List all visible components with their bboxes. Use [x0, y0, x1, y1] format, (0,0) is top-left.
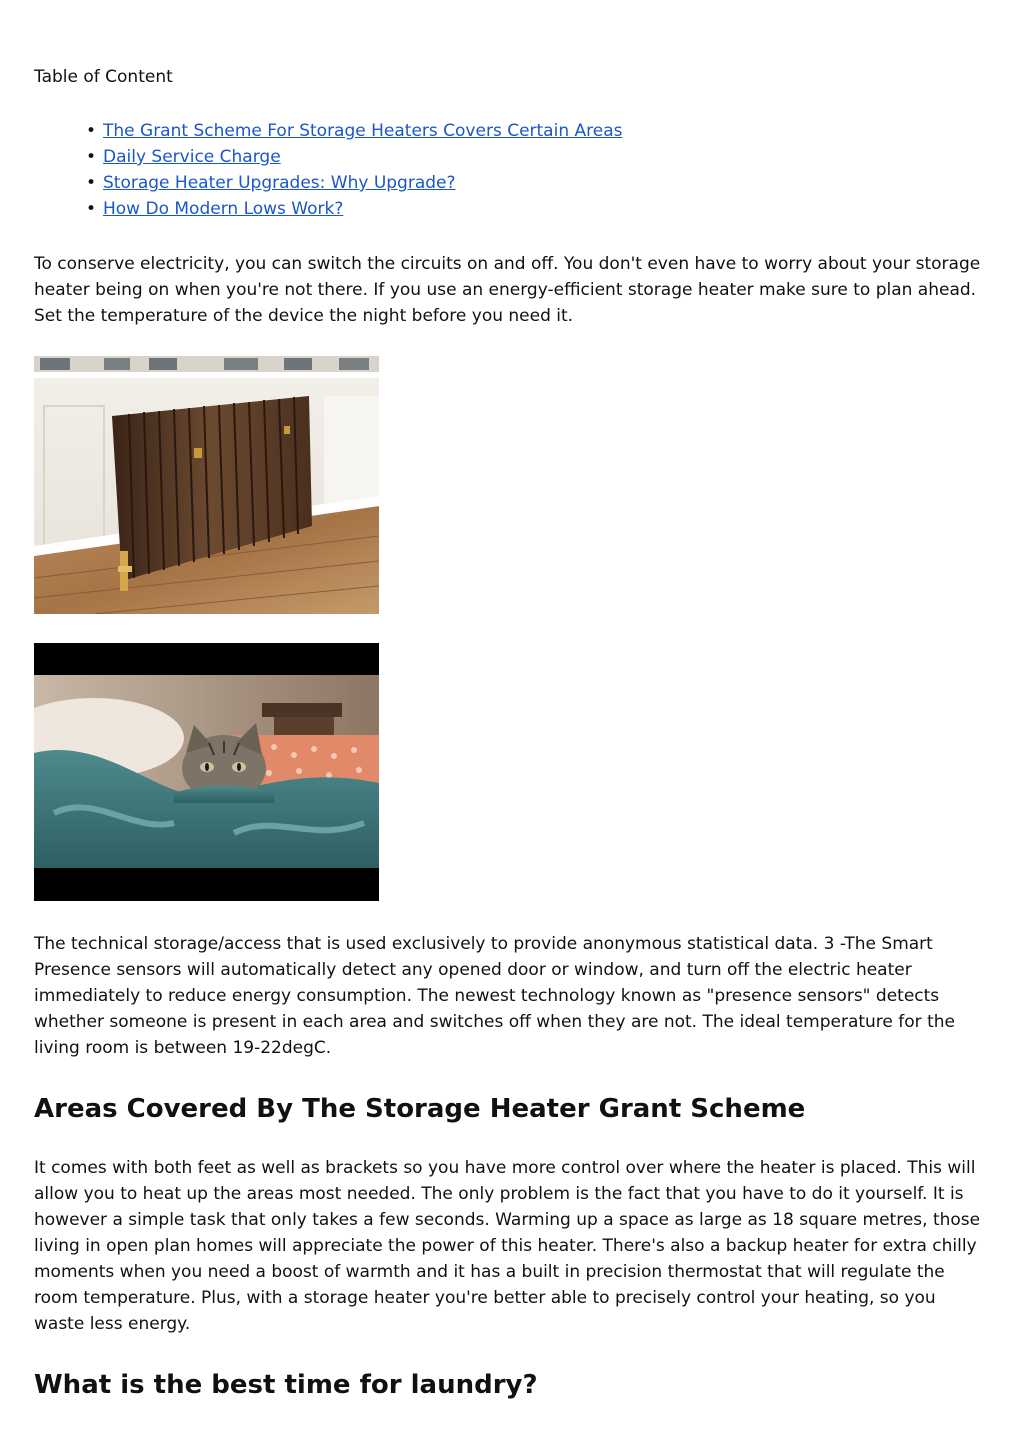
- laundry-heading: What is the best time for laundry?: [34, 1370, 538, 1400]
- areas-paragraph: It comes with both feet as well as brackets so you have more control over where the heater is placed. This will allow you to heat up the areas most needed. The only problem is the fact that you have to do it yourself. It is however a simple task that only takes a few seconds. Warming up a space as large as 18 square metres, those living in open plan homes will appreciate the power of this heater. There's also a backup heater for extra chilly moments when you need a boost of warmth and it has a built in precision thermostat that will regulate the room temperature. Plus, with a storage heater you're better able to precisely control your heating, so you waste less energy.: [34, 1158, 981, 1334]
- toc-link-daily-service-charge[interactable]: Daily Service Charge: [103, 147, 281, 167]
- toc-link-storage-heater-upgrades[interactable]: Storage Heater Upgrades: Why Upgrade?: [103, 173, 456, 193]
- bullet-icon: •: [86, 147, 97, 167]
- toc-link-modern-lows[interactable]: How Do Modern Lows Work?: [103, 199, 344, 219]
- technical-paragraph: The technical storage/access that is used exclusively to provide anonymous statistical data. 3 -The Smart Presence sensors will automatically detect any opened door or window, and turn off the electric heater immediately to reduce energy consumption. The newest technology known as "presence sensors" detects whether someone is present in each area and switches off when they are not. The ideal temperature for the living room is between 19-22degC.: [34, 934, 955, 1058]
- toc-list: [86, 118, 622, 222]
- radiator-photo: [34, 356, 379, 614]
- toc-item: [86, 118, 622, 144]
- bullet-icon: •: [86, 173, 97, 193]
- toc-item: [86, 196, 622, 222]
- bullet-icon: •: [86, 121, 97, 141]
- toc-item: [86, 144, 622, 170]
- bullet-icon: •: [86, 199, 97, 219]
- toc-link-grant-scheme[interactable]: The Grant Scheme For Storage Heaters Covers Certain Areas: [103, 121, 623, 141]
- cat-photo: [34, 643, 379, 901]
- intro-paragraph: To conserve electricity, you can switch the circuits on and off. You don't even have to worry about your storage heater being on when you're not there. If you use an energy-efficient storage heater make sure to plan ahead. Set the temperature of the device the night before you need it.: [34, 254, 981, 326]
- toc-title: Table of Content: [34, 67, 173, 87]
- areas-heading: Areas Covered By The Storage Heater Grant Scheme: [34, 1094, 806, 1124]
- toc-item: [86, 170, 622, 196]
